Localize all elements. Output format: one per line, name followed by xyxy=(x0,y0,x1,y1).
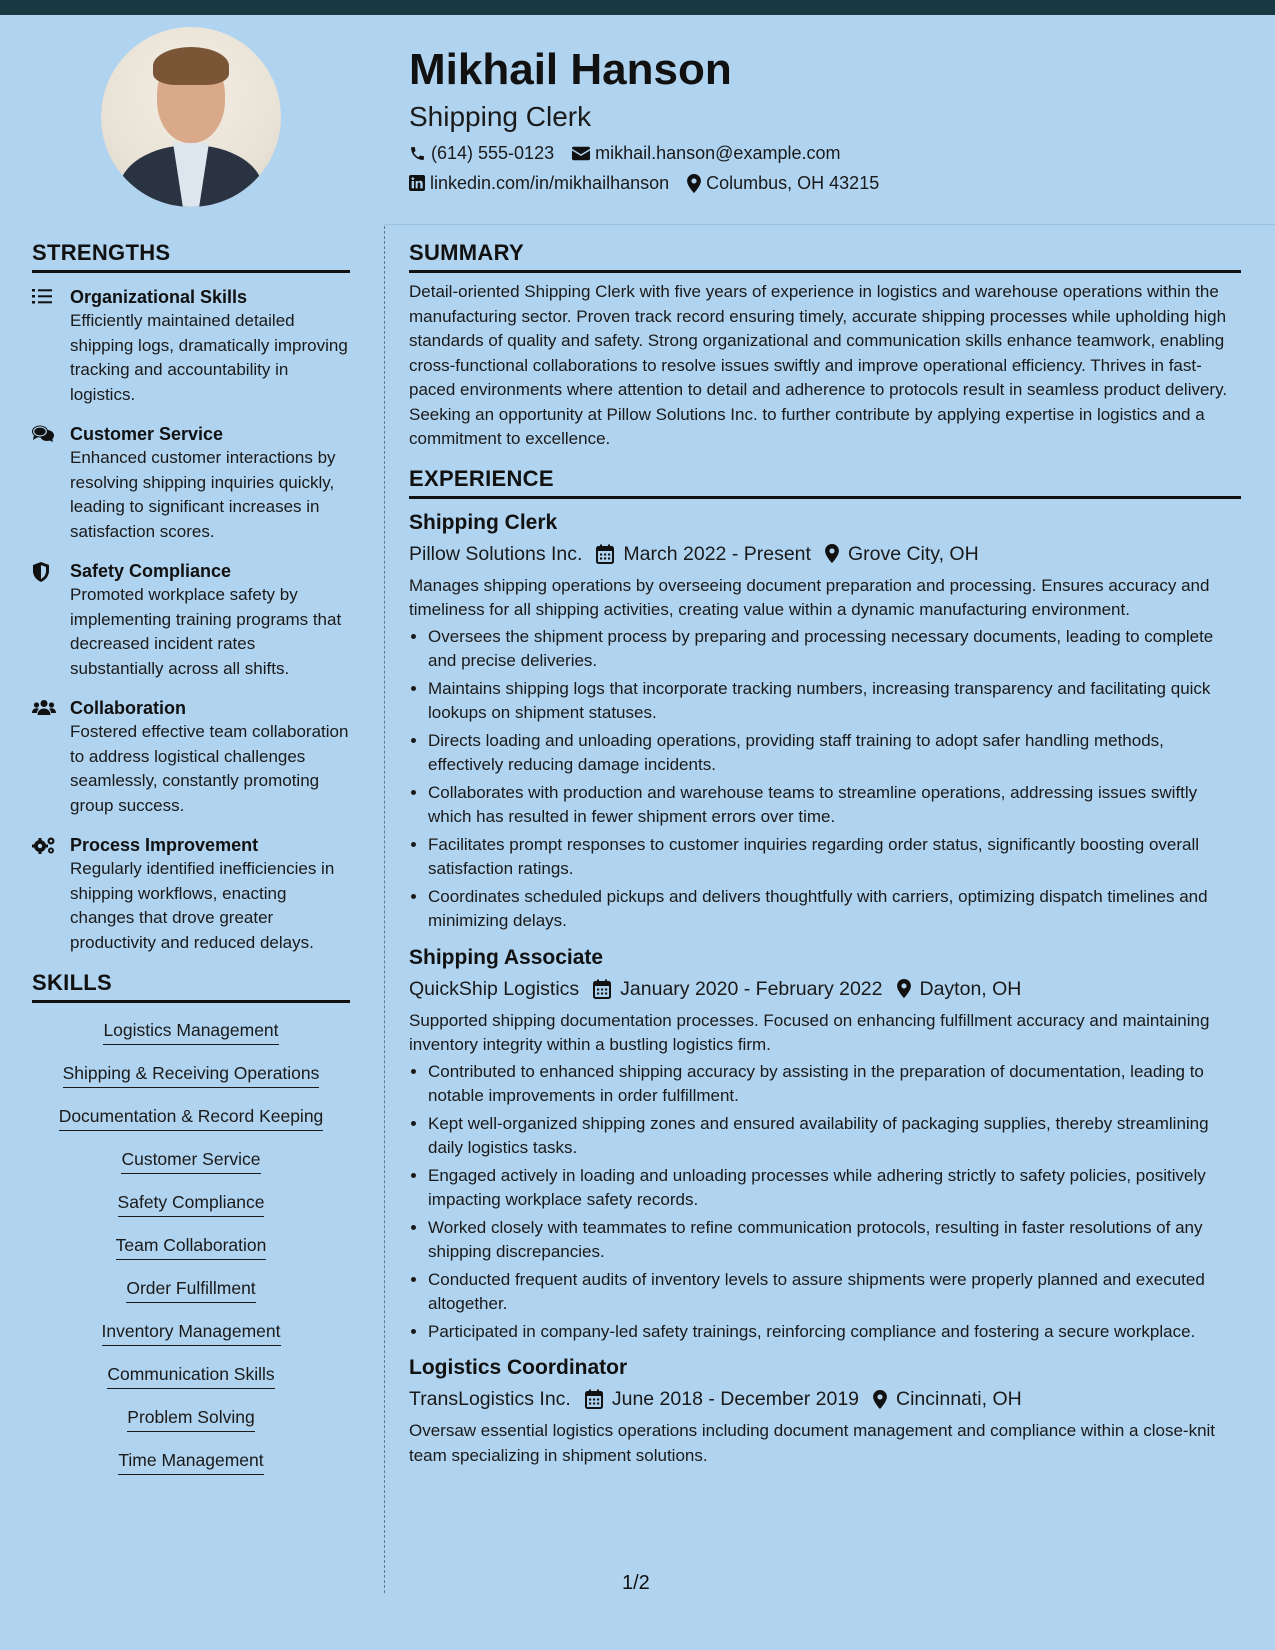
skill-item xyxy=(32,1361,350,1389)
job-bullet: • Participated in company-led safety trainings, reinforcing compliance and fostering a secure workplace. xyxy=(428,1320,1241,1345)
phone-icon xyxy=(409,145,426,162)
strength-title: Organizational Skills xyxy=(70,287,248,307)
skill-label: Communication Skills xyxy=(107,1361,274,1389)
job-dates-text: March 2022 - Present xyxy=(623,542,811,565)
strength-item xyxy=(32,696,350,818)
strength-item xyxy=(32,833,350,955)
job-title: Shipping Associate xyxy=(409,945,604,969)
list-icon xyxy=(32,288,52,305)
users-icon xyxy=(32,699,56,716)
top-bar xyxy=(0,0,1275,15)
job-dates-text: January 2020 - February 2022 xyxy=(620,977,883,1000)
envelope-icon xyxy=(572,146,590,161)
skill-item xyxy=(32,1318,350,1346)
comments-icon xyxy=(32,425,54,443)
strength-item xyxy=(32,422,350,544)
skill-item xyxy=(32,1017,350,1045)
map-pin-icon xyxy=(897,979,911,998)
job-location-text: Grove City, OH xyxy=(847,542,979,565)
strength-item xyxy=(32,285,350,407)
map-pin-icon xyxy=(873,1390,887,1409)
location-text: Columbus, OH 43215 xyxy=(706,173,880,193)
location-contact xyxy=(687,170,879,196)
job-bullet: • Contributed to enhanced shipping accuracy by assisting in the preparation of documentation, leading to notable improvements in order fulfillment. xyxy=(428,1060,1241,1109)
phone-text: (614) 555-0123 xyxy=(431,143,555,163)
strength-title: Safety Compliance xyxy=(70,561,232,581)
job-bullet: • Oversees the shipment process by preparing and processing necessary documents, leading to complete and precise deliveries. xyxy=(428,625,1241,674)
company: TransLogistics Inc. xyxy=(409,1388,571,1410)
strength-desc: Enhanced customer interactions by resolving shipping inquiries quickly, leading to significant increases in satisfaction scores. xyxy=(70,448,336,541)
job-bullet: • Worked closely with teammates to refine communication protocols, resulting in faster resolutions of any shipping discrepancies. xyxy=(428,1216,1241,1265)
strength-desc: Efficiently maintained detailed shipping logs, dramatically improving tracking and accountability in logistics. xyxy=(70,311,348,404)
job-entry xyxy=(409,509,1241,934)
job-description: Supported shipping documentation processes. Focused on enhancing fulfillment accuracy and maintaining inventory integrity within a bustling logistics firm. xyxy=(409,1010,1210,1054)
job-dates xyxy=(593,975,882,1003)
skill-label: Customer Service xyxy=(121,1146,260,1174)
job-bullet: • Coordinates scheduled pickups and delivers thoughtfully with carriers, optimizing dispatch timelines and minimizing delays. xyxy=(428,885,1241,934)
shield-icon xyxy=(32,562,50,582)
map-pin-icon xyxy=(687,174,701,193)
strength-desc: Regularly identified inefficiencies in shipping workflows, enacting changes that drove greater productivity and reduced delays. xyxy=(70,859,335,952)
job-title: Shipping Clerk xyxy=(409,510,558,534)
skill-item xyxy=(32,1189,350,1217)
strengths-heading: STRENGTHS xyxy=(32,240,350,273)
right-column xyxy=(409,240,1241,1468)
skill-item xyxy=(32,1447,350,1475)
strength-desc: Fostered effective team collaboration to address logistical challenges seamlessly, constantly promoting group success. xyxy=(70,722,349,815)
email-contact xyxy=(572,140,840,166)
calendar-icon xyxy=(585,1389,603,1409)
skill-label: Time Management xyxy=(118,1447,263,1475)
page-number: 1/2 xyxy=(622,1572,650,1594)
skill-label: Safety Compliance xyxy=(118,1189,265,1217)
email-text: mikhail.hanson@example.com xyxy=(595,143,841,163)
skill-label: Problem Solving xyxy=(127,1404,254,1432)
strength-desc: Promoted workplace safety by implementing training programs that decreased incident rates substantially across all shifts. xyxy=(70,585,342,678)
contact-row-1 xyxy=(409,140,1249,166)
skill-label: Logistics Management xyxy=(103,1017,278,1045)
company: Pillow Solutions Inc. xyxy=(409,542,583,565)
job-location xyxy=(825,540,979,568)
strength-title: Customer Service xyxy=(70,424,224,444)
job-bullet: • Maintains shipping logs that incorporate tracking numbers, increasing transparency and facilitating quick lookups on shipment statuses. xyxy=(428,677,1241,726)
job-location xyxy=(897,975,1022,1003)
skill-item xyxy=(32,1232,350,1260)
skill-item xyxy=(32,1146,350,1174)
job-description: Manages shipping operations by overseeing document preparation and processing. Ensures accuracy and timeliness for all shipping activities, creating value within a dynamic manufacturing environment. xyxy=(409,575,1210,619)
summary-heading: SUMMARY xyxy=(409,240,1241,273)
skill-item xyxy=(32,1275,350,1303)
skills-heading: SKILLS xyxy=(32,970,350,1003)
job-location-text: Cincinnati, OH xyxy=(896,1388,1022,1410)
skill-label: Team Collaboration xyxy=(116,1232,267,1260)
job-location-text: Dayton, OH xyxy=(919,977,1022,1000)
company: QuickShip Logistics xyxy=(409,977,580,1000)
job-bullet: • Conducted frequent audits of inventory levels to assure shipments were properly planned and executed altogether. xyxy=(428,1268,1241,1317)
gears-icon xyxy=(32,836,56,855)
job-meta xyxy=(409,975,1241,1003)
phone-contact xyxy=(409,140,554,166)
skill-label: Shipping & Receiving Operations xyxy=(63,1060,320,1088)
calendar-icon xyxy=(596,544,614,564)
job-title: Logistics Coordinator xyxy=(409,1356,628,1379)
map-pin-icon xyxy=(825,544,839,563)
job-bullet: • Kept well-organized shipping zones and ensured availability of packaging supplies, thereby streamlining daily logistics tasks. xyxy=(428,1112,1241,1161)
job-location xyxy=(873,1385,1022,1413)
skill-item xyxy=(32,1404,350,1432)
skill-label: Documentation & Record Keeping xyxy=(59,1103,324,1131)
job-meta xyxy=(409,1385,1241,1413)
job-dates xyxy=(585,1385,859,1413)
job-bullets xyxy=(409,1060,1241,1345)
summary-text: Detail-oriented Shipping Clerk with five years of experience in logistics and warehouse operations within the manufacturing sector. Proven track record ensuring timely, accurate shipping processes while upholding high standards of quality and safety. Strong organizational and communication skills enhance teamwork, enabling cross-functional collaborations to resolve issues swiftly and improve operational efficiency. Thrives in fast-paced environments where attention to detail and adherence to protocols result in seamless product delivery. Seeking an opportunity at Pillow Solutions Inc. to further contribute by applying expertise in logistics and a commitment to excellence. xyxy=(409,282,1228,448)
skill-item xyxy=(32,1060,350,1088)
job-dates xyxy=(596,540,811,568)
strengths-list xyxy=(32,285,350,955)
job-entry xyxy=(409,944,1241,1345)
experience-heading: EXPERIENCE xyxy=(409,466,1241,499)
contact-row-2 xyxy=(409,170,1249,196)
job-bullet: • Engaged actively in loading and unloading processes while adhering strictly to safety policies, positively impacting workplace safety records. xyxy=(428,1164,1241,1213)
job-entry xyxy=(409,1354,1241,1468)
job-title-heading: Shipping Clerk xyxy=(409,101,592,132)
job-bullet: • Collaborates with production and warehouse teams to streamline operations, addressing issues swiftly which has resulted in fewer shipment errors over time. xyxy=(428,781,1241,830)
skill-item xyxy=(32,1103,350,1131)
header xyxy=(409,40,1249,196)
job-bullet: • Directs loading and unloading operations, providing staff training to adopt safer handling methods, effectively reducing damage incidents. xyxy=(428,729,1241,778)
job-meta xyxy=(409,540,1241,568)
linkedin-icon xyxy=(409,175,425,191)
strength-title: Collaboration xyxy=(70,698,186,718)
linkedin-text: linkedin.com/in/mikhailhanson xyxy=(430,173,670,193)
skill-label: Inventory Management xyxy=(102,1318,281,1346)
strength-item xyxy=(32,559,350,681)
header-divider xyxy=(384,224,1275,225)
job-dates-text: June 2018 - December 2019 xyxy=(611,1388,860,1410)
job-description: Oversaw essential logistics operations including document management and compliance within a close-knit team specializing in shipment solutions. xyxy=(409,1421,1216,1465)
candidate-name: Mikhail Hanson xyxy=(409,45,732,94)
left-column xyxy=(32,240,350,1490)
column-divider xyxy=(384,226,385,1593)
job-bullets xyxy=(409,625,1241,934)
strength-title: Process Improvement xyxy=(70,835,259,855)
calendar-icon xyxy=(593,979,611,999)
skill-label: Order Fulfillment xyxy=(126,1275,255,1303)
linkedin-contact xyxy=(409,170,669,196)
skills-list xyxy=(32,1017,350,1475)
job-bullet: • Facilitates prompt responses to customer inquiries regarding order status, significantly boosting overall satisfaction ratings. xyxy=(428,833,1241,882)
profile-photo xyxy=(101,27,281,207)
